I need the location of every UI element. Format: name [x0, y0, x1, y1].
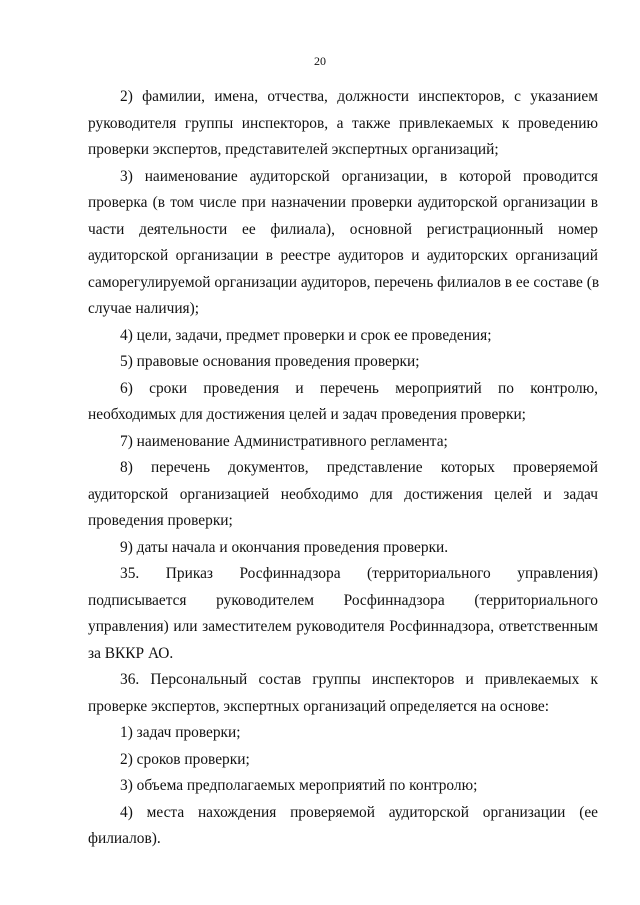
text-line: за ВККР АО.	[88, 645, 174, 662]
text-line: 3) наименование аудиторской организации, в которой проводится	[120, 168, 598, 185]
text-line: 2) сроков проверки;	[120, 751, 250, 768]
text-line: саморегулируемой организации аудиторов, перечень филиалов в ее составе (в	[88, 274, 600, 291]
text-line: филиалов).	[88, 830, 161, 847]
text-line: 1) задач проверки;	[120, 724, 241, 741]
text-line: 35. Приказ Росфиннадзора (территориального управления)	[120, 565, 598, 582]
text-line: 36. Персональный состав группы инспекторов и привлекаемых к	[120, 671, 598, 688]
text-line: аудиторской организацией необходимо для достижения целей и задач	[88, 486, 598, 503]
text-line: проведения проверки;	[88, 512, 233, 529]
text-line: подписывается руководителем Росфиннадзора (территориального	[88, 592, 598, 609]
text-line: аудиторской организации в реестре аудиторов и аудиторских организаций	[88, 247, 598, 264]
page-number: 20	[314, 54, 326, 68]
text-line: части деятельности ее филиала), основной регистрационный номер	[88, 221, 598, 238]
text-line: проверка (в том числе при назначении проверки аудиторской организации в	[88, 194, 598, 211]
text-line: руководителя группы инспекторов, а также привлекаемых к проведению	[88, 115, 598, 132]
text-line: 5) правовые основания проведения проверки;	[120, 353, 420, 370]
text-line: 7) наименование Административного регламента;	[120, 433, 448, 450]
text-line: проверке экспертов, экспертных организаций определяется на основе:	[88, 698, 550, 715]
text-line: проверки экспертов, представителей экспертных организаций;	[88, 141, 499, 158]
text-line: 4) цели, задачи, предмет проверки и срок ее проведения;	[120, 327, 492, 344]
text-line: управления) или заместителем руководителя Росфиннадзора, ответственным	[88, 618, 598, 635]
text-line: 4) места нахождения проверяемой аудиторской организации (ее	[120, 804, 598, 821]
text-line: 9) даты начала и окончания проведения проверки.	[120, 539, 449, 556]
text-line: 2) фамилии, имена, отчества, должности инспекторов, с указанием	[120, 88, 598, 105]
text-line: 3) объема предполагаемых мероприятий по контролю;	[120, 777, 478, 794]
text-line: случае наличия);	[88, 300, 200, 317]
text-line: необходимых для достижения целей и задач проведения проверки;	[88, 406, 526, 423]
text-line: 8) перечень документов, представление которых проверяемой	[120, 459, 598, 476]
text-line: 6) сроки проведения и перечень мероприятий по контролю,	[120, 380, 598, 397]
